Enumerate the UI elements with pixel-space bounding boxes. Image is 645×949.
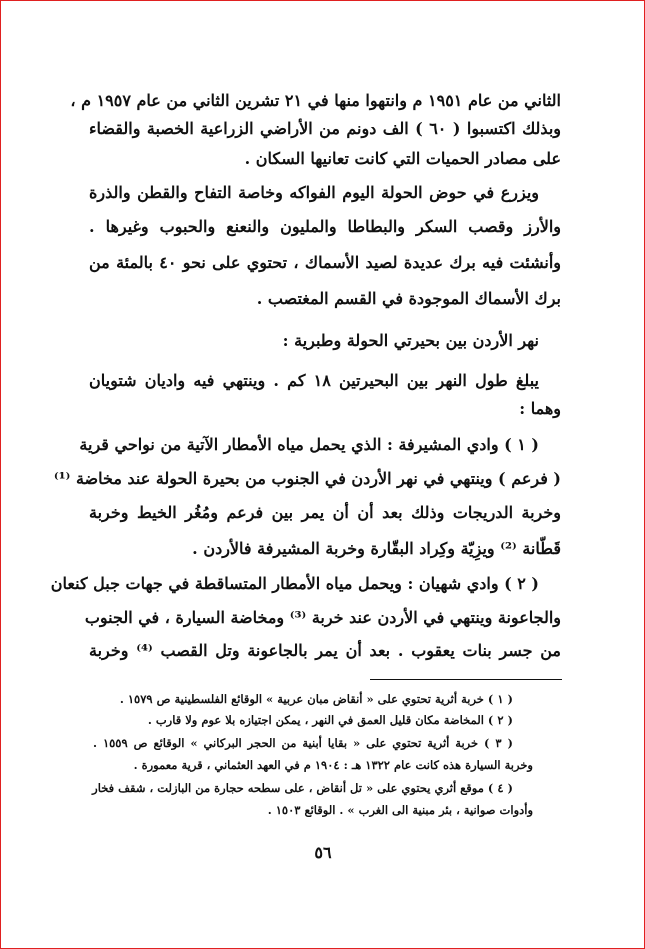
text-line: برك الأسماك الموجودة في القسم المغتصب . xyxy=(256,289,561,308)
text-line: والأرز وقصب السكر والبطاطا والمليون والنعنع والحبوب وغيرها . xyxy=(89,217,561,236)
footnote: وخربة السيارة هذه كانت عام ١٣٢٢ هـ : ١٩٠٤ م في العهد العثماني ، قرية معمورة . xyxy=(133,758,533,772)
list-item-line: ( ١ ) وادي المشيرفة : الذي يحمل مياه الأمطار الآتية من نواحي قرية xyxy=(79,435,539,454)
footnote: وأدوات صوانية ، بئر مبنية الى الغرب » . الوقائع ١٥٠٣ . xyxy=(267,803,533,817)
list-item-line: والجاعونة وينتهي في الأردن عند خربة ⁽³⁾ ومخاضة السيارة ، في الجنوب xyxy=(84,608,561,627)
text-line: ويزرع في حوض الحولة اليوم الفواكه وخاصة التفاح والقطن والذرة xyxy=(89,183,539,202)
text-line: وهما : xyxy=(519,399,561,418)
footnote-divider xyxy=(370,679,562,680)
text-line: يبلغ طول النهر بين البحيرتين ١٨ كم . وينتهي فيه واديان شتويان xyxy=(89,371,539,390)
page-number: ٥٦ xyxy=(314,843,332,862)
text-line: على مصادر الحميات التي كانت تعانيها السكان . xyxy=(244,149,561,168)
list-item-line: من جسر بنات يعقوب . بعد أن يمر بالجاعونة وتل القصب ⁽⁴⁾ وخربة xyxy=(89,641,561,660)
footnote: ( ٢ ) المخاضة مكان قليل العمق في النهر ، يمكن اجتيازه بلا عوم ولا قارب . xyxy=(147,713,513,727)
list-item-line: قَطّانة ⁽²⁾ ويزِيّة وكِراد البقّارة وخربة المشيرفة فالأردن . xyxy=(192,539,561,558)
footnote: ( ١ ) خربة أثرية تحتوي على « أنقاض مبان عربية » الوقائع الفلسطينية ص ١٥٧٩ . xyxy=(119,692,513,706)
text-line: وأنشئت فيه برك عديدة لصيد الأسماك ، تحتوي على نحو ٤٠ بالمئة من xyxy=(89,253,561,272)
list-item-line: ( ٢ ) وادي شهيان : ويحمل مياه الأمطار المتساقطة في جهات جبل كنعان xyxy=(50,574,539,593)
section-heading: نهر الأردن بين بحيرتي الحولة وطبرية : xyxy=(282,331,539,350)
text-line: وبذلك اكتسبوا ( ٦٠ ) الف دونم من الأراضي الزراعية الخصبة والقضاء xyxy=(89,119,562,138)
list-item-line: وخربة الدريجات وذلك بعد أن أن يمر بين فرعم ومُغُر الخيط وخربة xyxy=(89,503,561,522)
list-item-line: ( فرعم ) وينتهي في نهر الأردن في الجنوب من بحيرة الحولة عند مخاضة ⁽¹⁾ xyxy=(53,469,561,488)
footnote: ( ٣ ) خربة أثرية تحتوي على « بقايا أبنية من الحجر البركاني » الوقائع ص ١٥٥٩ . xyxy=(93,736,513,750)
text-line: الثاني من عام ١٩٥١ م وانتهوا منها في ٢١ تشرين الثاني من عام ١٩٥٧ م ، xyxy=(70,91,561,110)
footnote: ( ٤ ) موقع أثري يحتوي على « تل أنقاض ، على سطحه حجارة من البازلت ، شقف فخار xyxy=(92,781,513,795)
